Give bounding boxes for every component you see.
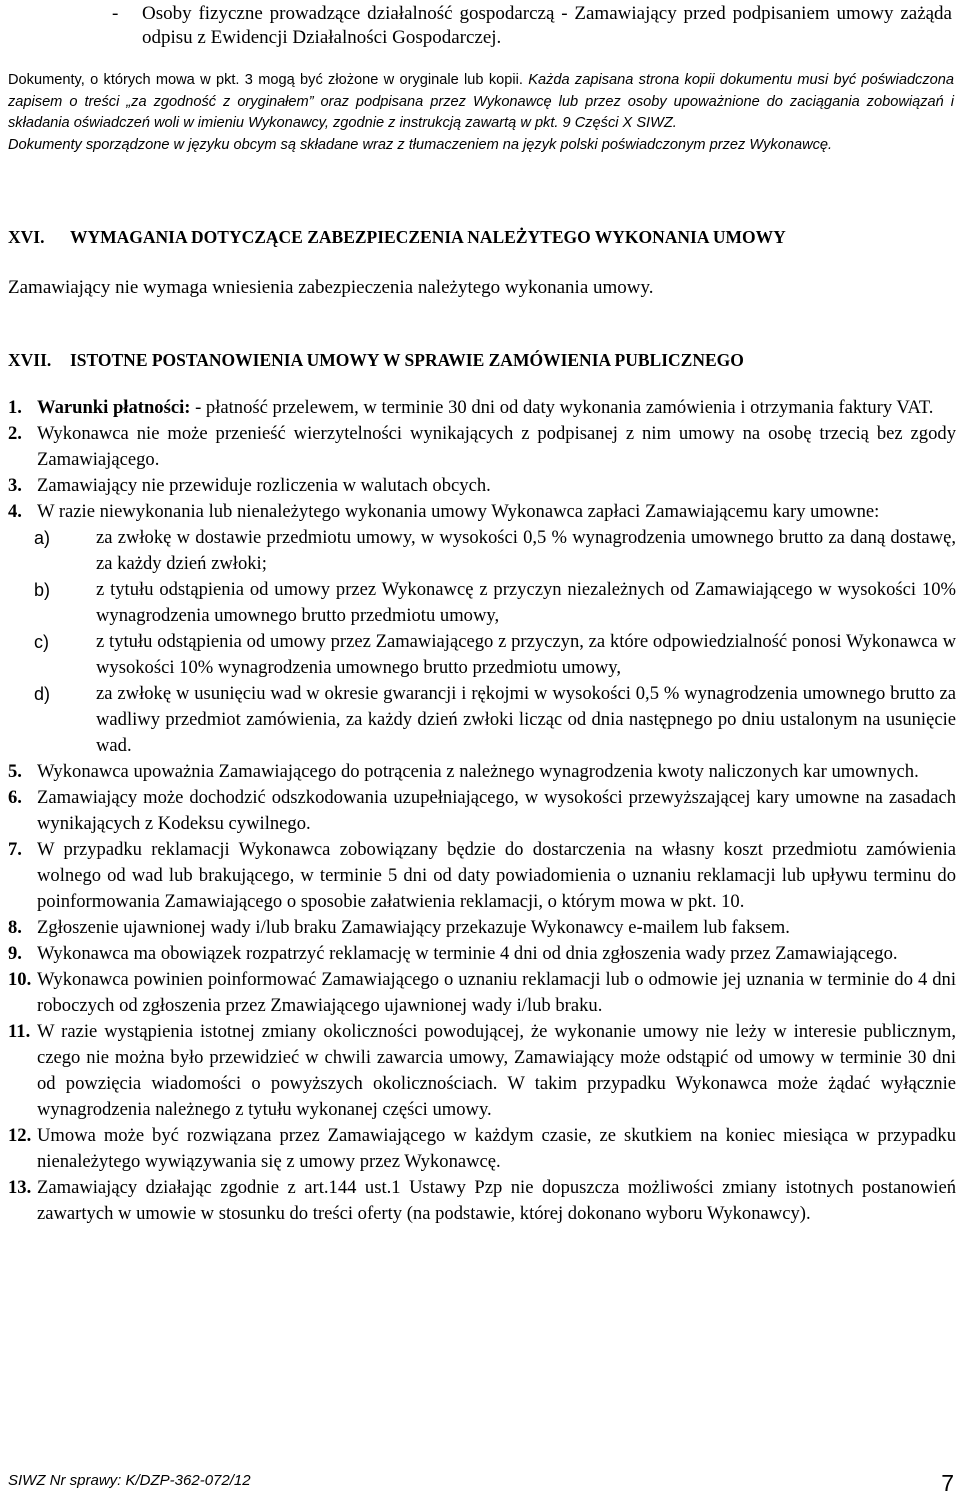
list-item-dash (112, 2, 952, 50)
dash-item-text: Osoby fizyczne prowadzące działalność gospodarczą - Zamawiający przed podpisaniem umowy zażąda odpisu z Ewidencji Działalności Gospodarczej. (142, 3, 952, 48)
item-number: 12. (8, 1125, 32, 1146)
dash-bullet: - (112, 3, 119, 24)
list-item (8, 473, 956, 499)
item-number: 8. (8, 917, 22, 938)
documents-note-lead: Dokumenty, o których mowa w pkt. 3 mogą być złożone w oryginale lub kopii. (8, 72, 523, 88)
item-text: W razie wystąpienia istotnej zmiany okoliczności powodującej, że wykonanie umowy nie leży w interesie publicznym, czego nie można było przewidzieć w chwili zawarcia umowy, Zamawiający może odstąpić od umowy w terminie 30 dni od powzięcia wiadomości o powyższych okolicznościach. W takim przypadku Wykonawca może żądać wyłącznie wynagrodzenia należnego z tytułu wykonanej części umowy. (37, 1021, 956, 1120)
penalty-subitem (34, 681, 956, 759)
item-text: Zgłoszenie ujawnionej wady i/lub braku Zamawiający przekazuje Wykonawcy e-mailem lub faksem. (37, 917, 790, 938)
documents-note-paragraph (8, 70, 954, 135)
list-item (8, 837, 956, 915)
item-text: Wykonawca ma obowiązek rozpatrzyć reklamację w terminie 4 dni od dnia zgłoszenia wady przez Zamawiającego. (37, 943, 898, 964)
item-number: 9. (8, 943, 22, 964)
payment-terms-label: Warunki płatności: (37, 397, 191, 418)
footer-reference: SIWZ Nr sprawy: K/DZP-362-072/12 (8, 1472, 251, 1489)
subitem-text: za zwłokę w usunięciu wad w okresie gwarancji i rękojmi w wysokości 0,5 % wynagrodzenia umownego brutto za wadliwy przedmiot zamówienia, za każdy dzień zwłoki licząc od dnia następnego po dniu ustalonym na usunięcie wad. (96, 683, 956, 756)
subitem-letter: d) (34, 684, 51, 704)
item-number: 13. (8, 1177, 32, 1198)
list-item (8, 421, 956, 473)
item-text: W przypadku reklamacji Wykonawca zobowiązany będzie do dostarczenia na własny koszt przedmiotu zamówienia wolnego od wad lub brakującego, w terminie 5 dni od daty powiadomienia o uznaniu reklamacji lub upływu terminu do poinformowania Zamawiającego o sposobie załatwienia reklamacji, o którym mowa w pkt. 10. (37, 839, 956, 912)
item-number: 6. (8, 787, 22, 808)
list-item (8, 395, 956, 421)
item-number: 7. (8, 839, 22, 860)
subitem-text: z tytułu odstąpienia od umowy przez Wykonawcę z przyczyn niezależnych od Zamawiającego w wysokości 10% wynagrodzenia umownego brutto przedmiotu umowy, (96, 579, 956, 626)
item-number: 11. (8, 1021, 31, 1042)
list-item (8, 499, 956, 525)
penalty-subitem (34, 629, 956, 681)
item-number: 4. (8, 501, 22, 522)
item-number: 5. (8, 761, 22, 782)
documents-translation-note: Dokumenty sporządzone w języku obcym są składane wraz z tłumaczeniem na język polski poświadczonym przez Wykonawcę. (8, 136, 833, 153)
subitem-letter: b) (34, 580, 51, 600)
section-heading-xvi (8, 227, 786, 248)
section-heading-xvii (8, 350, 744, 371)
item-text: Wykonawca upoważnia Zamawiającego do potrącenia z należnego wynagrodzenia kwoty naliczonych kar umownych. (37, 761, 919, 782)
penalty-subitem (34, 525, 956, 577)
documents-note-body: Każda zapisana strona kopii dokumentu musi być poświadczona zapisem o treści „za zgodność z oryginałem” oraz podpisana przez Wykonawcę lub przez osoby upoważnione do zaciągania zobowiązań i składania oświadczeń woli w imieniu Wykonawcy, zgodnie z instrukcją zawartą w pkt. 9 Części X SIWZ. (8, 72, 954, 131)
item-number: 1. (8, 397, 22, 418)
section-number: XVII. (8, 350, 52, 370)
section-title: WYMAGANIA DOTYCZĄCE ZABEZPIECZENIA NALEŻYTEGO WYKONANIA UMOWY (70, 227, 786, 247)
subitem-letter: a) (34, 528, 51, 548)
documents-note (8, 70, 954, 156)
section-number: XVI. (8, 227, 45, 247)
penalty-subitem (34, 577, 956, 629)
contract-terms-list (8, 395, 956, 1227)
subitem-text: za zwłokę w dostawie przedmiotu umowy, w wysokości 0,5 % wynagrodzenia umownego brutto za daną dostawę, za każdy dzień zwłoki; (96, 527, 956, 574)
item-text: Wykonawca nie może przenieść wierzytelności wynikających z podpisanej z nim umowy na osobę trzecią bez zgody Zamawiającego. (37, 423, 956, 470)
subitem-text: z tytułu odstąpienia od umowy przez Zamawiającego z przyczyn, za które odpowiedzialność ponosi Wykonawca w wysokości 10% wynagrodzenia umownego brutto przedmiotu umowy, (96, 631, 956, 678)
item-text: Zamawiający nie przewiduje rozliczenia w walutach obcych. (37, 475, 491, 496)
list-item (8, 759, 956, 785)
list-item (8, 785, 956, 837)
item-number: 3. (8, 475, 22, 496)
item-number: 10. (8, 969, 32, 990)
page-number: 7 (941, 1470, 954, 1496)
list-item (8, 1175, 956, 1227)
item-text: Zamawiający działając zgodnie z art.144 ust.1 Ustawy Pzp nie dopuszcza możliwości zmiany istotnych postanowień zawartych w umowie w stosunku do treści oferty (na podstawie, której dokonano wyboru Wykonawcy). (37, 1177, 956, 1224)
list-item (8, 1019, 956, 1123)
item-text: W razie niewykonania lub nienależytego wykonania umowy Wykonawca zapłaci Zamawiającemu kary umowne: (37, 501, 880, 522)
item-number: 2. (8, 423, 22, 444)
list-item (8, 967, 956, 1019)
list-item (8, 1123, 956, 1175)
section-title: ISTOTNE POSTANOWIENIA UMOWY W SPRAWIE ZAMÓWIENIA PUBLICZNEGO (70, 350, 744, 370)
list-item (8, 941, 956, 967)
item-text: - płatność przelewem, w terminie 30 dni od daty wykonania zamówienia i otrzymania faktury VAT. (190, 397, 934, 418)
subitem-letter: c) (34, 632, 49, 652)
list-item (8, 915, 956, 941)
item-text: Wykonawca powinien poinformować Zamawiającego o uznaniu reklamacji lub o odmowie jej uznania w terminie do 4 dni roboczych od zgłoszenia przez Zmawiającego ujawnionej wady i/lub braku. (37, 969, 956, 1016)
item-text: Zamawiający może dochodzić odszkodowania uzupełniającego, w wysokości przewyższającej kary umowne na zasadach wynikających z Kodeksu cywilnego. (37, 787, 956, 834)
section-xvi-text: Zamawiający nie wymaga wniesienia zabezpieczenia należytego wykonania umowy. (8, 277, 654, 298)
item-text: Umowa może być rozwiązana przez Zamawiającego w każdym czasie, ze skutkiem na koniec miesiąca w przypadku nienależytego wywiązywania się z umowy przez Wykonawcę. (37, 1125, 956, 1172)
